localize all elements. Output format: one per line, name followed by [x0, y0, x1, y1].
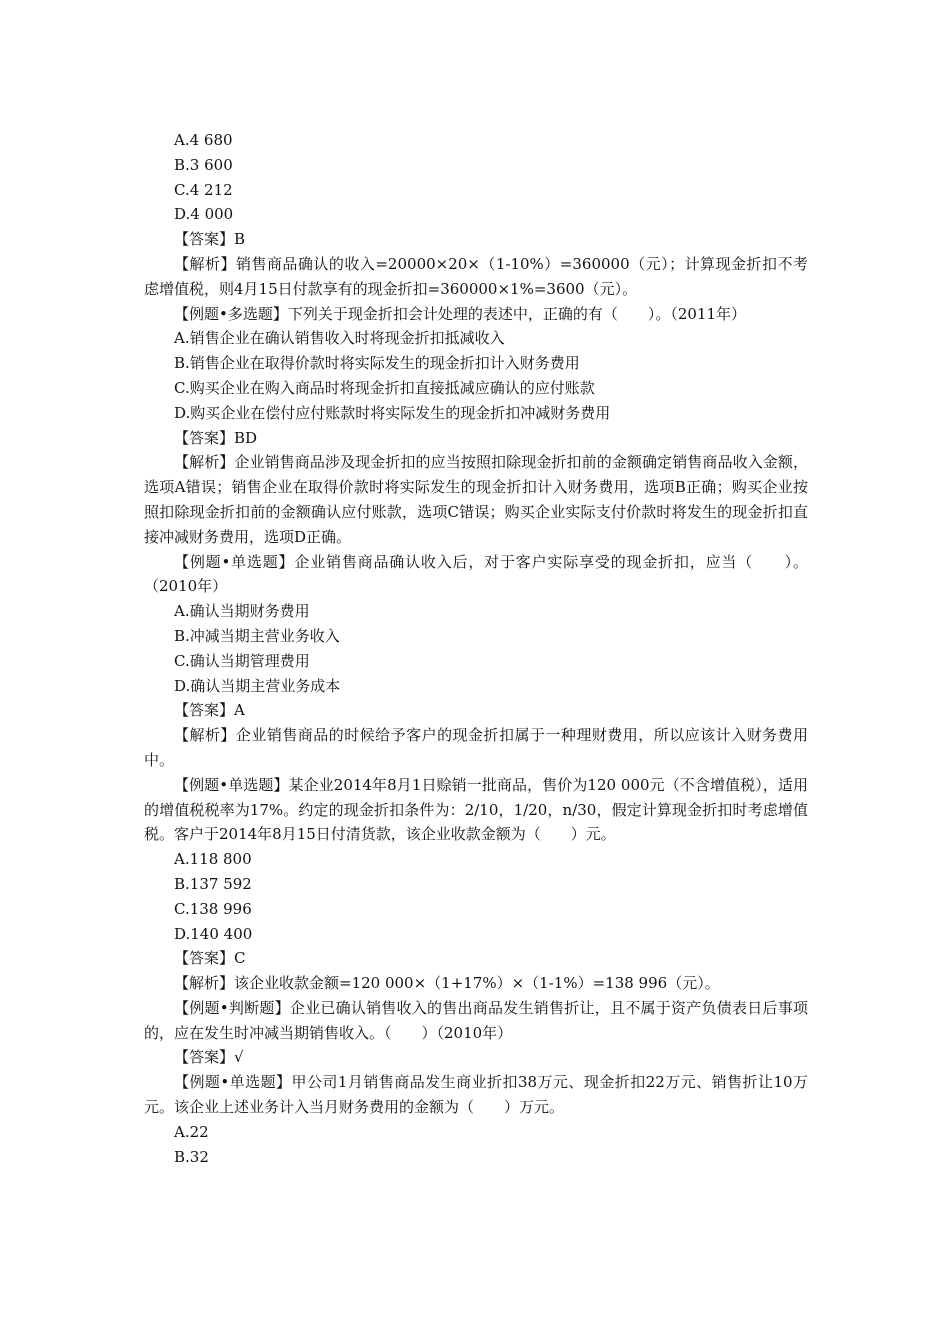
- analysis: 【解析】该企业收款金额=120 000×（1+17%）×（1-1%）=138 996（元）。: [174, 974, 720, 993]
- option-c: C.确认当期管理费用: [174, 651, 310, 670]
- option-a: A.确认当期财务费用: [174, 602, 310, 621]
- option-b: B.32: [174, 1147, 209, 1166]
- analysis: 【解析】销售商品确认的收入=20000×20×（1-10%）=360000（元）；计算现金折扣不考虑增值税，则4月15日付款享有的现金折扣=360000×1%=3600（元）。: [144, 254, 808, 298]
- option-b: B.137 592: [174, 874, 252, 893]
- question-title: 【例题•判断题】企业已确认销售收入的售出商品发生销售折让，且不属于资产负债表日后事项的，应在发生时冲减当期销售收入。（ ）（2010年）: [144, 998, 808, 1042]
- question-title: 【例题•单选题】甲公司1月销售商品发生商业折扣38万元、现金折扣22万元、销售折让10万元。该企业上述业务计入当月财务费用的金额为（ ）万元。: [144, 1073, 808, 1117]
- option-b: B.销售企业在取得价款时将实际发生的现金折扣计入财务费用: [174, 354, 580, 373]
- question-title: 【例题•多选题】下列关于现金折扣会计处理的表述中，正确的有（ ）。（2011年）: [174, 304, 747, 323]
- option-c: C.购买企业在购入商品时将现金折扣直接抵减应确认的应付账款: [174, 378, 595, 397]
- option-a: A.4 680: [174, 131, 233, 149]
- answer: 【答案】√: [174, 1048, 244, 1067]
- option-a: A.销售企业在确认销售收入时将现金折扣抵减收入: [174, 329, 505, 348]
- question-title: 【例题•单选题】企业销售商品确认收入后，对于客户实际享受的现金折扣，应当（ ）。（2010年）: [144, 552, 808, 596]
- analysis: 【解析】企业销售商品涉及现金折扣的应当按照扣除现金折扣前的金额确定销售商品收入金额，选项A错误；销售企业在取得价款时将实际发生的现金折扣计入财务费用，选项B正确；购买企业按照扣除现金折扣前的金额确认应付账款，选项C错误；购买企业实际支付价款时将发生的现金折扣直接冲减财务费用，选项D正确。: [144, 453, 808, 546]
- answer: 【答案】BD: [174, 428, 258, 447]
- option-d: D.确认当期主营业务成本: [174, 676, 341, 695]
- option-a: A.118 800: [174, 850, 252, 869]
- analysis: 【解析】企业销售商品的时候给予客户的现金折扣属于一种理财费用，所以应该计入财务费用中。: [144, 726, 808, 769]
- option-c: C.4 212: [174, 180, 233, 199]
- option-d: D.4 000: [174, 205, 234, 224]
- document-page: [144, 128, 808, 1169]
- answer: 【答案】B: [174, 230, 246, 249]
- option-c: C.138 996: [174, 899, 252, 918]
- answer: 【答案】A: [174, 701, 245, 720]
- question-title: 【例题•单选题】某企业2014年8月1日赊销一批商品，售价为120 000元（不含增值税），适用的增值税税率为17%。约定的现金折扣条件为：2/10，1/20，n/30，假定计算现金折扣时考虑增值税。客户于2014年8月15日付清货款，该企业收款金额为（ ）元。: [144, 775, 808, 844]
- option-d: D.购买企业在偿付应付账款时将实际发生的现金折扣冲减财务费用: [174, 403, 611, 422]
- option-d: D.140 400: [174, 924, 253, 943]
- option-b: B.3 600: [174, 155, 233, 174]
- option-b: B.冲减当期主营业务收入: [174, 626, 340, 645]
- option-a: A.22: [174, 1122, 209, 1141]
- answer: 【答案】C: [174, 949, 246, 968]
